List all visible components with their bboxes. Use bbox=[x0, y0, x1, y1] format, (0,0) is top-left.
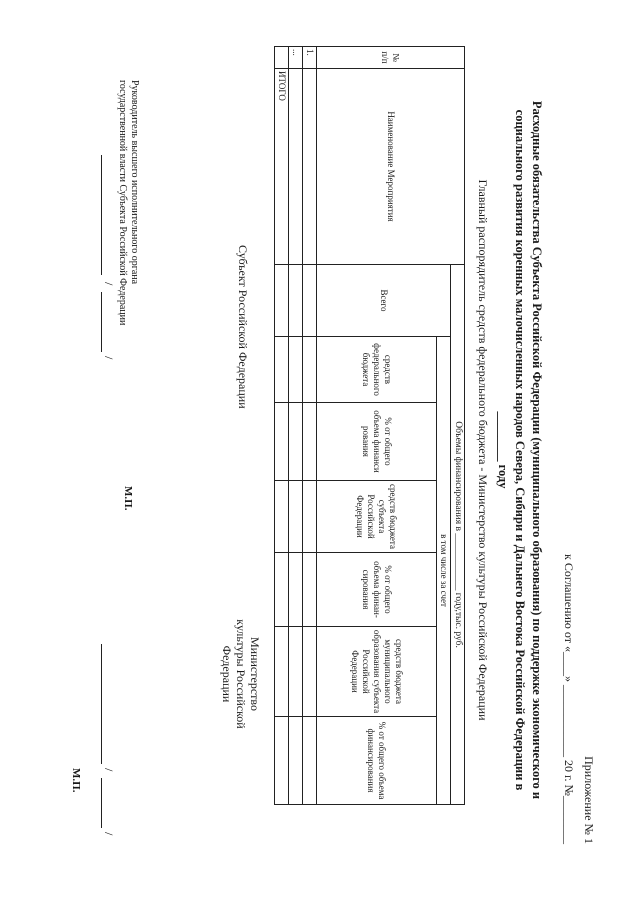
row-number: ... bbox=[289, 47, 303, 69]
col-regional-pct-header: % от общего объема финан- сирования bbox=[317, 553, 437, 627]
col-regional-header: средств бюджета субъекта Российской Федерации bbox=[317, 481, 437, 553]
ministry-signature-title: Министерство культуры Российской Федерации bbox=[220, 619, 262, 729]
agreement-reference: к Соглашению от «____» ____________ 20 г. №________ bbox=[562, 554, 576, 844]
document-title-line-2: социального развития коренных малочисленных народов Севера, Сибири и Дальнего Востока Российской Федерации в bbox=[513, 109, 527, 791]
col-municipal-header: средств бюджета муниципального образования субъекта Российской Федерации bbox=[317, 627, 437, 717]
subject-signature-line bbox=[101, 155, 102, 275]
col-name-header: Наименование Мероприятия bbox=[317, 69, 465, 265]
col-municipal-pct-header: % от общего объема финансирования bbox=[317, 717, 437, 805]
col-number-header: № п/п bbox=[317, 47, 465, 69]
row-number: 1. bbox=[303, 47, 317, 69]
ministry-signature-line bbox=[101, 644, 102, 764]
appendix-label: Приложение № 1 bbox=[582, 756, 596, 844]
main-disposer: Главный распорядитель средств федерального бюджета - Министерство культуры Российской Федерации bbox=[476, 179, 490, 721]
subject-signatory-label: Руководитель высшего исполнительного органа государственной власти Субъекта Российской Федерации bbox=[117, 80, 140, 326]
subject-signature-slash: / bbox=[102, 282, 116, 286]
col-federal-header: средств федерального бюджета bbox=[317, 337, 437, 403]
obligations-table bbox=[274, 46, 465, 805]
subject-signature-title: Субъект Российской Федерации bbox=[236, 245, 250, 409]
table-row-total bbox=[275, 47, 289, 805]
total-label: ИТОГО bbox=[275, 69, 289, 265]
table-row bbox=[289, 47, 303, 805]
ministry-name-slash: / bbox=[102, 832, 116, 836]
col-including-header: в том числе за счет bbox=[437, 337, 451, 805]
col-total-header: Всего bbox=[317, 265, 451, 337]
rotated-content bbox=[40, 40, 600, 860]
subject-stamp-mark: М.П. bbox=[122, 486, 134, 511]
table-row bbox=[303, 47, 317, 805]
ministry-name-line bbox=[101, 778, 102, 828]
subject-name-slash: / bbox=[102, 356, 116, 360]
subject-name-line bbox=[101, 292, 102, 352]
ministry-signature-slash: / bbox=[102, 768, 116, 772]
document-title-line-3: ________ году bbox=[496, 411, 510, 489]
col-federal-pct-header: % от общего объема финанси рования bbox=[317, 403, 437, 481]
col-funding-header: Объемы финансирования в ____________ году,тыс. руб. bbox=[451, 265, 465, 805]
ministry-stamp-mark: М.П. bbox=[70, 768, 82, 793]
document-title-line-1: Расходные обязательства Субъекта Российской Федерации (муниципального образования) по поддержке экономического и bbox=[530, 100, 544, 800]
